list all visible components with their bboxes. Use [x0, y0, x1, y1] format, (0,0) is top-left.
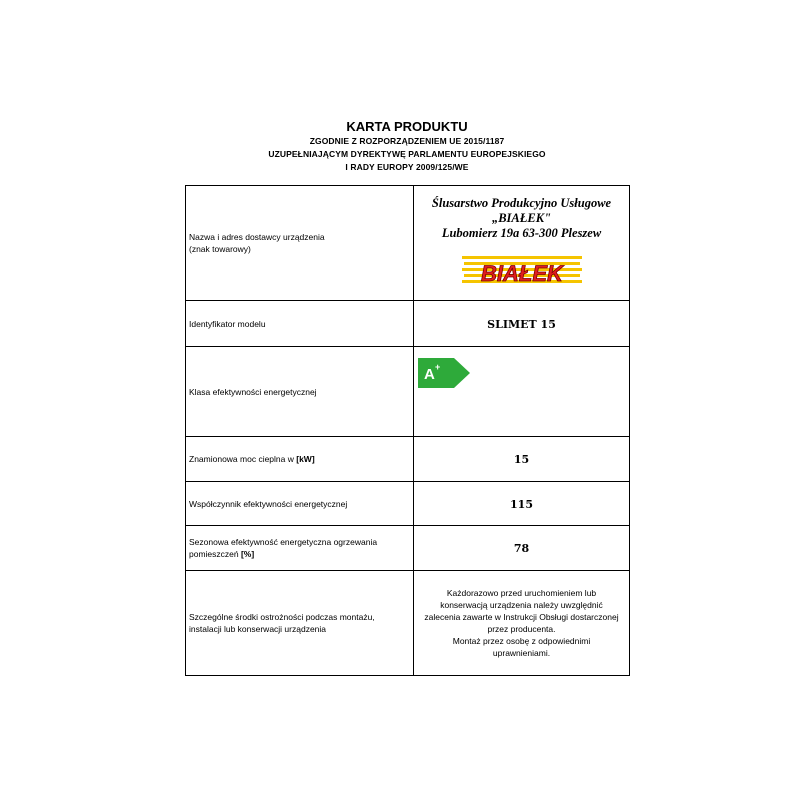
supplier-value-cell: [414, 186, 630, 301]
model-value-cell: [414, 301, 630, 347]
energy-class-arrow-icon: [418, 358, 470, 388]
precautions-label-cell: [186, 571, 414, 676]
energy-class-cell: [414, 347, 630, 437]
bialek-logo: [414, 251, 629, 291]
precautions-label-line-1: Szczególne środki ostrożności podczas montażu,: [189, 612, 375, 622]
power-label: Znamionowa moc cieplna w: [189, 454, 297, 464]
model-label: Identyfikator modelu: [186, 301, 414, 347]
row-model: [186, 301, 630, 347]
energy-class-sup: +: [435, 361, 441, 372]
efficiency-value-cell: [414, 482, 630, 526]
power-unit: [kW]: [296, 454, 315, 464]
row-precautions: [186, 571, 630, 676]
power-value: 15: [513, 453, 530, 466]
precautions-line-2: konserwacją urządzenia należy uwzględnić: [440, 600, 603, 610]
seasonal-label-cell: [186, 526, 414, 571]
energy-class-value: A: [424, 365, 435, 383]
regulation-line-2: UZUPEŁNIAJĄCYM DYREKTYWĘ PARLAMENTU EUROPEJSKIEGO: [268, 149, 546, 159]
document-title: KARTA PRODUKTU: [346, 119, 468, 134]
row-energy-class: [186, 347, 630, 437]
precautions-value-cell: [414, 571, 630, 676]
seasonal-label-line-1: Sezonowa efektywność energetyczna ogrzewania: [189, 537, 378, 547]
supplier-label: Nazwa i adres dostawcy urządzenia: [189, 232, 325, 242]
precautions-line-6: uprawnieniami.: [492, 648, 551, 658]
precautions-line-5: Montaż przez osobę z odpowiednimi: [452, 636, 591, 646]
energy-class-label: Klasa efektywności energetycznej: [186, 347, 414, 437]
row-power: [186, 437, 630, 482]
model-value: SLIMET 15: [487, 317, 556, 331]
supplier-label-cell: [186, 186, 414, 301]
precautions-line-1: Każdorazowo przed uruchomieniem lub: [446, 588, 597, 598]
document-header: [185, 119, 629, 174]
precautions-line-4: przez producenta.: [487, 624, 556, 634]
regulation-line-3: I RADY EUROPY 2009/125/WE: [345, 162, 469, 172]
precautions-text: [414, 587, 629, 659]
regulation-line-1: ZGODNIE Z ROZPORZĄDZENIEM UE 2015/1187: [309, 136, 505, 146]
product-card-table: [185, 185, 630, 676]
row-seasonal: [186, 526, 630, 571]
seasonal-label-line-2: pomieszczeń: [189, 549, 241, 559]
row-efficiency: [186, 482, 630, 526]
seasonal-value-cell: [414, 526, 630, 571]
efficiency-value: 115: [510, 497, 533, 511]
supplier-name-line-1: Ślusarstwo Produkcyjno Usługowe: [431, 195, 612, 210]
precautions-line-3: zalecenia zawarte w Instrukcji Obsługi dostarczonej: [424, 612, 619, 622]
precautions-label-line-2: instalacji lub konserwacji urządzenia: [189, 624, 327, 634]
efficiency-label: Współczynnik efektywności energetycznej: [186, 482, 414, 526]
supplier-address: Lubomierz 19a 63-300 Pleszew: [441, 225, 602, 240]
power-value-cell: [414, 437, 630, 482]
supplier-label-trademark: (znak towarowy): [189, 244, 251, 254]
bialek-logo-graphic: [462, 251, 582, 291]
supplier-name-line-2: „BIAŁEK": [491, 210, 552, 225]
row-supplier: [186, 186, 630, 301]
seasonal-value: 78: [513, 542, 530, 555]
logo-text: BIAŁEK: [480, 260, 563, 286]
power-label-cell: [186, 437, 414, 482]
seasonal-unit: [%]: [240, 549, 255, 559]
